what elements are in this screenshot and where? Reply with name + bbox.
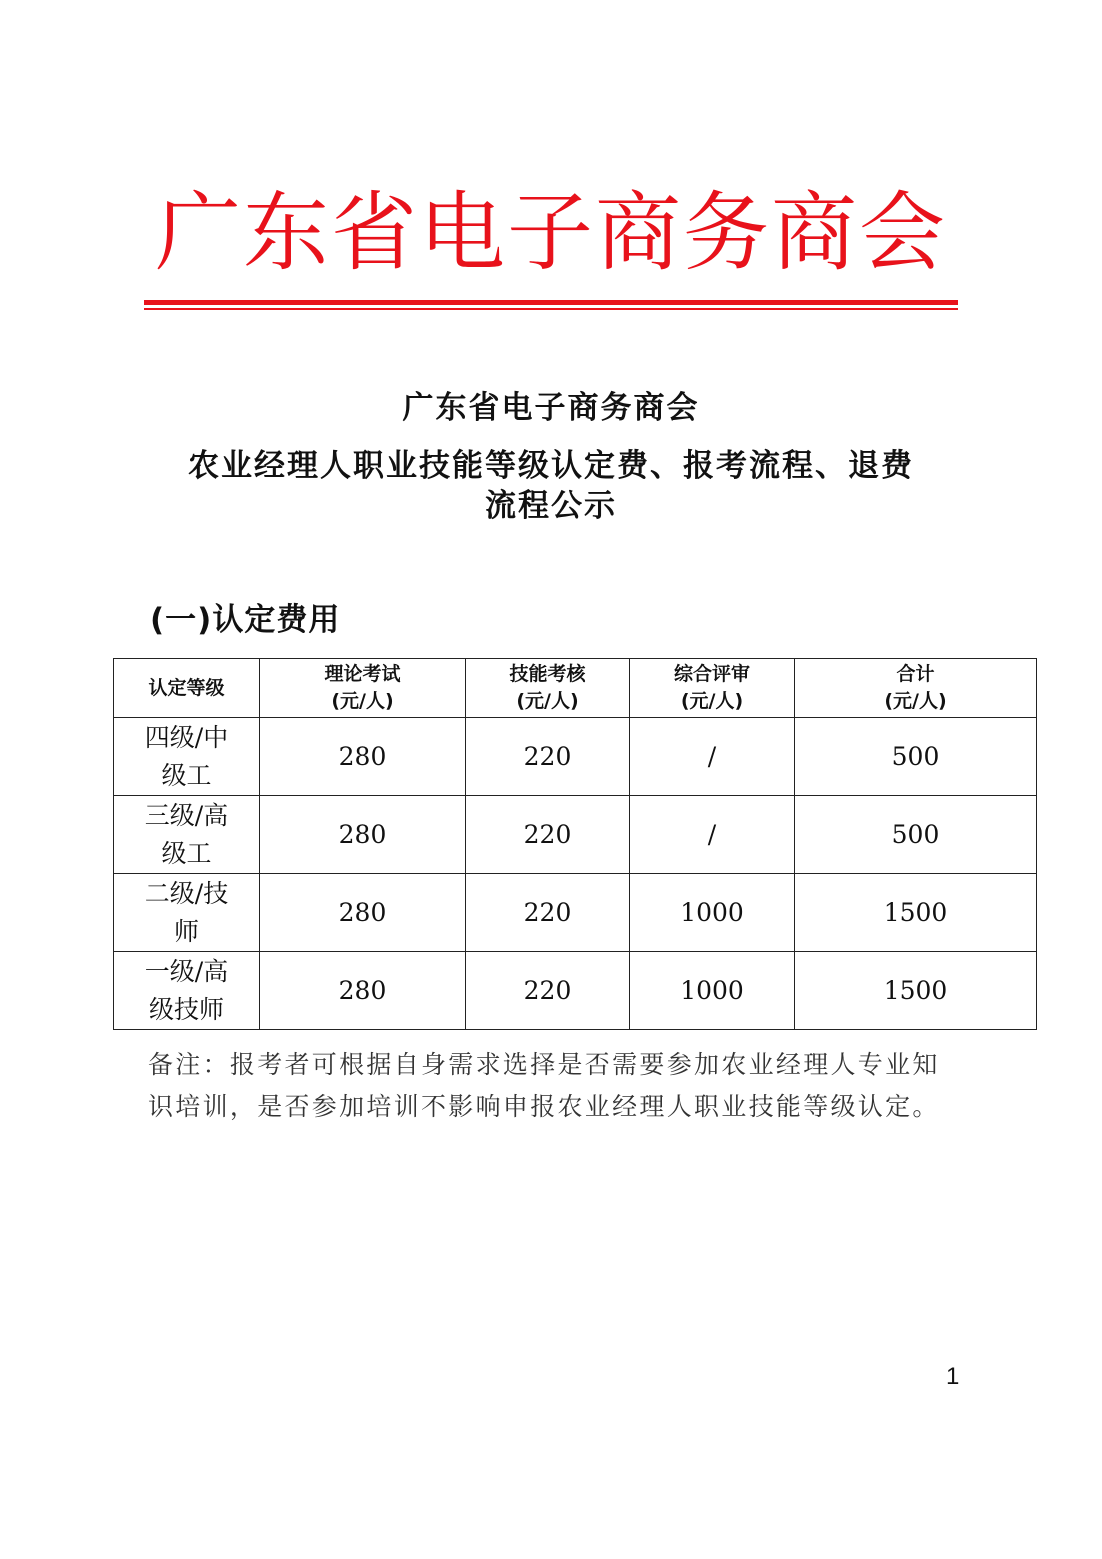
document-title-org: 广东省电子商务商会 bbox=[402, 390, 700, 426]
header-review-unit: (元/人) bbox=[680, 690, 744, 712]
cell-total: 1500 bbox=[795, 874, 1037, 952]
cell-skill: 220 bbox=[466, 952, 630, 1030]
header-theory-label: 理论考试 bbox=[324, 663, 401, 685]
level-text-line1: 四级/中 bbox=[144, 722, 229, 752]
header-skill-label: 技能考核 bbox=[509, 663, 586, 685]
level-text-line2: 级工 bbox=[161, 838, 212, 868]
letterhead-divider-thin bbox=[144, 308, 958, 310]
cell-skill: 220 bbox=[466, 874, 630, 952]
table-row bbox=[114, 874, 1037, 952]
cell-level bbox=[114, 952, 260, 1030]
header-theory bbox=[260, 659, 466, 718]
header-total-label: 合计 bbox=[896, 663, 935, 685]
cell-theory: 280 bbox=[260, 796, 466, 874]
cell-skill: 220 bbox=[466, 796, 630, 874]
cell-theory: 280 bbox=[260, 952, 466, 1030]
cell-level bbox=[114, 874, 260, 952]
cell-theory: 280 bbox=[260, 874, 466, 952]
header-review bbox=[630, 659, 795, 718]
cell-theory: 280 bbox=[260, 718, 466, 796]
cell-review: 1000 bbox=[630, 874, 795, 952]
cell-skill: 220 bbox=[466, 718, 630, 796]
header-skill bbox=[466, 659, 630, 718]
fee-note: 备注：报考者可根据自身需求选择是否需要参加农业经理人专业知识培训，是否参加培训不影响申报农业经理人职业技能等级认定。 bbox=[148, 1050, 940, 1121]
letterhead-divider-thick bbox=[144, 300, 958, 305]
header-total-unit: (元/人) bbox=[884, 690, 947, 712]
header-total bbox=[795, 659, 1037, 718]
header-level bbox=[114, 659, 260, 718]
cell-level bbox=[114, 718, 260, 796]
table-row bbox=[114, 796, 1037, 874]
document-title-line2: 农业经理人职业技能等级认定费、报考流程、退费 bbox=[188, 448, 914, 484]
header-skill-unit: (元/人) bbox=[516, 690, 579, 712]
header-level-label: 认定等级 bbox=[148, 676, 225, 699]
section-heading-fees: (一)认定费用 bbox=[150, 602, 341, 638]
header-theory-unit: (元/人) bbox=[331, 690, 394, 712]
cell-total: 500 bbox=[795, 796, 1037, 874]
level-text-line2: 级技师 bbox=[148, 994, 224, 1024]
cell-total: 500 bbox=[795, 718, 1037, 796]
level-text-line1: 一级/高 bbox=[144, 956, 229, 986]
level-text-line2: 级工 bbox=[161, 760, 212, 790]
level-text-line2: 师 bbox=[173, 916, 199, 946]
letterhead-org-name: 广东省电子商务商会 bbox=[155, 183, 947, 283]
cell-total: 1500 bbox=[795, 952, 1037, 1030]
level-text-line1: 二级/技 bbox=[144, 878, 229, 908]
document-title-line3: 流程公示 bbox=[485, 488, 617, 524]
cell-level bbox=[114, 796, 260, 874]
table-row bbox=[114, 952, 1037, 1030]
cell-review: / bbox=[630, 718, 795, 796]
page-number: 1 bbox=[946, 1363, 960, 1390]
table-row bbox=[114, 718, 1037, 796]
fee-table-header-row bbox=[114, 659, 1037, 718]
header-review-label: 综合评审 bbox=[673, 663, 750, 685]
level-text-line1: 三级/高 bbox=[144, 800, 229, 830]
cell-review: 1000 bbox=[630, 952, 795, 1030]
cell-review: / bbox=[630, 796, 795, 874]
fee-table bbox=[113, 658, 1037, 1030]
